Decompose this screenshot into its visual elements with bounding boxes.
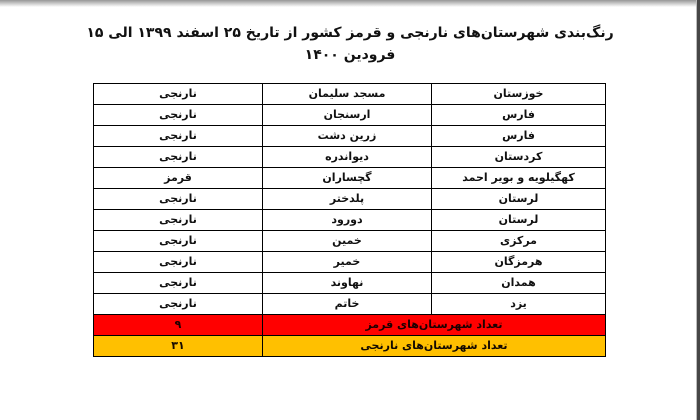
window-right-edge: [696, 0, 700, 420]
status-cell: نارنجی: [94, 294, 263, 315]
table-row: [94, 168, 606, 189]
province-cell: لرستان: [432, 210, 606, 231]
summary-red-label: تعداد شهرستان‌های قرمز: [263, 315, 606, 336]
city-cell: دورود: [263, 210, 432, 231]
province-cell: مرکزی: [432, 231, 606, 252]
table-row: [94, 189, 606, 210]
summary-orange-label: تعداد شهرستان‌های نارنجی: [263, 336, 606, 357]
province-cell: فارس: [432, 105, 606, 126]
province-cell: کهگیلویه و بویر احمد: [432, 168, 606, 189]
summary-orange-count: ۳۱: [94, 336, 263, 357]
table-row: [94, 231, 606, 252]
status-cell: نارنجی: [94, 252, 263, 273]
status-cell: نارنجی: [94, 189, 263, 210]
county-color-table: [93, 83, 606, 357]
city-cell: گچساران: [263, 168, 432, 189]
table-row: [94, 126, 606, 147]
city-cell: پلدختر: [263, 189, 432, 210]
city-cell: ارسنجان: [263, 105, 432, 126]
page-title: رنگ‌بندی شهرستان‌های نارنجی و قرمز کشور از تاریخ ۲۵ اسفند ۱۳۹۹ الی ۱۵ فرودین ۱۴۰۰: [86, 25, 614, 63]
summary-row-red: [94, 315, 606, 336]
province-cell: خوزستان: [432, 84, 606, 105]
status-cell: نارنجی: [94, 210, 263, 231]
summary-red-count: ۹: [94, 315, 263, 336]
status-cell: نارنجی: [94, 126, 263, 147]
status-cell: قرمز: [94, 168, 263, 189]
city-cell: مسجد سلیمان: [263, 84, 432, 105]
city-cell: نهاوند: [263, 273, 432, 294]
city-cell: دیواندره: [263, 147, 432, 168]
table-row: [94, 84, 606, 105]
province-cell: فارس: [432, 126, 606, 147]
status-cell: نارنجی: [94, 105, 263, 126]
province-cell: هرمزگان: [432, 252, 606, 273]
status-cell: نارنجی: [94, 147, 263, 168]
status-cell: نارنجی: [94, 84, 263, 105]
province-cell: یزد: [432, 294, 606, 315]
window-top-edge: [0, 0, 700, 7]
province-cell: کردستان: [432, 147, 606, 168]
table-row: [94, 105, 606, 126]
province-cell: لرستان: [432, 189, 606, 210]
city-cell: خاتم: [263, 294, 432, 315]
city-cell: زرین دشت: [263, 126, 432, 147]
status-cell: نارنجی: [94, 231, 263, 252]
city-cell: خمیر: [263, 252, 432, 273]
table-row: [94, 273, 606, 294]
table-row: [94, 147, 606, 168]
province-cell: همدان: [432, 273, 606, 294]
table-row: [94, 252, 606, 273]
status-cell: نارنجی: [94, 273, 263, 294]
summary-row-orange: [94, 336, 606, 357]
table-row: [94, 210, 606, 231]
table-row: [94, 294, 606, 315]
city-cell: خمین: [263, 231, 432, 252]
